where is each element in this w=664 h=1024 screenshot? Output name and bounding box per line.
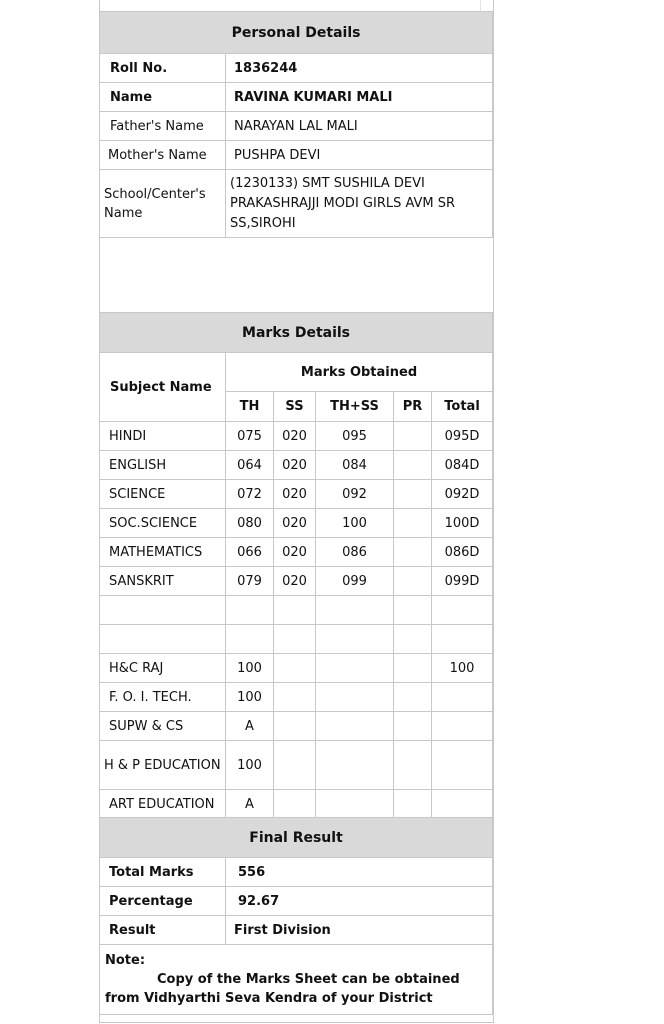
subject-name-cell: SANSKRIT xyxy=(100,567,226,596)
mark-cell-th: A xyxy=(226,790,274,819)
col-th: TH xyxy=(226,392,274,422)
subject-name-cell: H&C RAJ xyxy=(100,654,226,683)
marks-details-table xyxy=(99,312,493,819)
final-result-table xyxy=(99,817,493,1015)
name-label: Name xyxy=(100,83,226,112)
mark-cell-th xyxy=(226,625,274,654)
mark-cell-ss xyxy=(274,596,316,625)
mark-cell-ss: 020 xyxy=(274,451,316,480)
mark-cell-th: A xyxy=(226,712,274,741)
personal-details-heading: Personal Details xyxy=(100,12,493,54)
subject-name-cell: SCIENCE xyxy=(100,480,226,509)
mark-cell-total xyxy=(432,790,493,819)
subject-name-cell xyxy=(100,625,226,654)
marks-row xyxy=(100,683,493,712)
result-label: Result xyxy=(100,916,226,945)
mark-cell-ss: 020 xyxy=(274,538,316,567)
subject-name-header: Subject Name xyxy=(100,353,226,422)
mark-cell-thss xyxy=(316,741,394,790)
mark-cell-thss: 099 xyxy=(316,567,394,596)
mark-cell-th: 066 xyxy=(226,538,274,567)
marks-details-heading: Marks Details xyxy=(100,313,493,353)
marks-row xyxy=(100,538,493,567)
total-marks-label: Total Marks xyxy=(100,858,226,887)
mark-cell-pr xyxy=(394,480,432,509)
mark-cell-ss xyxy=(274,625,316,654)
mark-cell-pr xyxy=(394,422,432,451)
subject-name-cell: MATHEMATICS xyxy=(100,538,226,567)
mark-cell-thss xyxy=(316,625,394,654)
mark-cell-pr xyxy=(394,567,432,596)
mark-cell-total: 084D xyxy=(432,451,493,480)
col-total: Total xyxy=(432,392,493,422)
mark-cell-total xyxy=(432,741,493,790)
mark-cell-pr xyxy=(394,790,432,819)
mother-value: PUSHPA DEVI xyxy=(226,141,493,170)
result-value: First Division xyxy=(226,916,493,945)
mark-cell-th: 079 xyxy=(226,567,274,596)
subject-name-cell: SOC.SCIENCE xyxy=(100,509,226,538)
subject-name-cell: F. O. I. TECH. xyxy=(100,683,226,712)
subject-name-cell: H & P EDUCATION xyxy=(100,741,226,790)
total-marks-value: 556 xyxy=(226,858,493,887)
name-value: RAVINA KUMARI MALI xyxy=(226,83,493,112)
mark-cell-ss: 020 xyxy=(274,567,316,596)
edge-line xyxy=(480,0,481,11)
mark-cell-th: 072 xyxy=(226,480,274,509)
father-label: Father's Name xyxy=(100,112,226,141)
subject-name-cell: ENGLISH xyxy=(100,451,226,480)
mark-cell-th: 100 xyxy=(226,683,274,712)
marks-row xyxy=(100,509,493,538)
school-label: School/Center's Name xyxy=(100,170,226,238)
marks-row xyxy=(100,422,493,451)
mark-cell-total: 092D xyxy=(432,480,493,509)
mark-cell-thss xyxy=(316,683,394,712)
note-cell xyxy=(100,945,493,1015)
mark-cell-thss xyxy=(316,712,394,741)
subject-name-cell: ART EDUCATION xyxy=(100,790,226,819)
marks-obtained-header: Marks Obtained xyxy=(226,353,493,392)
mark-cell-total: 099D xyxy=(432,567,493,596)
mark-cell-total: 095D xyxy=(432,422,493,451)
mark-cell-thss: 084 xyxy=(316,451,394,480)
roll-value: 1836244 xyxy=(226,54,493,83)
mark-cell-total: 100D xyxy=(432,509,493,538)
roll-label: Roll No. xyxy=(100,54,226,83)
mark-cell-pr xyxy=(394,451,432,480)
mark-cell-pr xyxy=(394,596,432,625)
mark-cell-pr xyxy=(394,712,432,741)
personal-details-table xyxy=(99,11,493,238)
mark-cell-pr xyxy=(394,741,432,790)
subject-name-cell: HINDI xyxy=(100,422,226,451)
mark-cell-th: 100 xyxy=(226,741,274,790)
col-ss: SS xyxy=(274,392,316,422)
mark-cell-th: 080 xyxy=(226,509,274,538)
marks-row xyxy=(100,480,493,509)
mark-cell-ss xyxy=(274,790,316,819)
note-label: Note: xyxy=(105,953,146,968)
final-result-heading: Final Result xyxy=(100,818,493,858)
subject-name-cell xyxy=(100,596,226,625)
marks-row xyxy=(100,451,493,480)
mark-cell-thss: 095 xyxy=(316,422,394,451)
mark-cell-th: 064 xyxy=(226,451,274,480)
marks-row xyxy=(100,596,493,625)
mark-cell-ss: 020 xyxy=(274,422,316,451)
mark-cell-total xyxy=(432,625,493,654)
marks-row xyxy=(100,654,493,683)
mark-cell-total xyxy=(432,712,493,741)
father-value: NARAYAN LAL MALI xyxy=(226,112,493,141)
marks-row xyxy=(100,567,493,596)
mark-cell-ss: 020 xyxy=(274,480,316,509)
mother-label: Mother's Name xyxy=(100,141,226,170)
percentage-value: 92.67 xyxy=(226,887,493,916)
mark-cell-pr xyxy=(394,654,432,683)
mark-cell-th: 100 xyxy=(226,654,274,683)
subject-name-cell: SUPW & CS xyxy=(100,712,226,741)
mark-cell-total: 100 xyxy=(432,654,493,683)
marks-row xyxy=(100,625,493,654)
mark-cell-th: 075 xyxy=(226,422,274,451)
mark-cell-thss: 092 xyxy=(316,480,394,509)
mark-cell-total xyxy=(432,596,493,625)
mark-cell-thss xyxy=(316,790,394,819)
mark-cell-thss xyxy=(316,596,394,625)
percentage-label: Percentage xyxy=(100,887,226,916)
marks-row xyxy=(100,741,493,790)
school-value: (1230133) SMT SUSHILA DEVI PRAKASHRAJJI MODI GIRLS AVM SR SS,SIROHI xyxy=(226,170,493,238)
mark-cell-ss: 020 xyxy=(274,509,316,538)
col-thss: TH+SS xyxy=(316,392,394,422)
mark-cell-pr xyxy=(394,683,432,712)
note-text: Copy of the Marks Sheet can be obtained from Vidhyarthi Seva Kendra of your District xyxy=(105,972,460,1006)
col-pr: PR xyxy=(394,392,432,422)
marks-row xyxy=(100,712,493,741)
mark-cell-pr xyxy=(394,538,432,567)
mark-cell-total xyxy=(432,683,493,712)
mark-cell-thss: 086 xyxy=(316,538,394,567)
mark-cell-pr xyxy=(394,625,432,654)
mark-cell-ss xyxy=(274,712,316,741)
mark-cell-ss xyxy=(274,741,316,790)
mark-cell-total: 086D xyxy=(432,538,493,567)
mark-cell-pr xyxy=(394,509,432,538)
mark-cell-thss: 100 xyxy=(316,509,394,538)
mark-cell-thss xyxy=(316,654,394,683)
mark-cell-ss xyxy=(274,654,316,683)
mark-cell-ss xyxy=(274,683,316,712)
marks-row xyxy=(100,790,493,819)
mark-cell-th xyxy=(226,596,274,625)
